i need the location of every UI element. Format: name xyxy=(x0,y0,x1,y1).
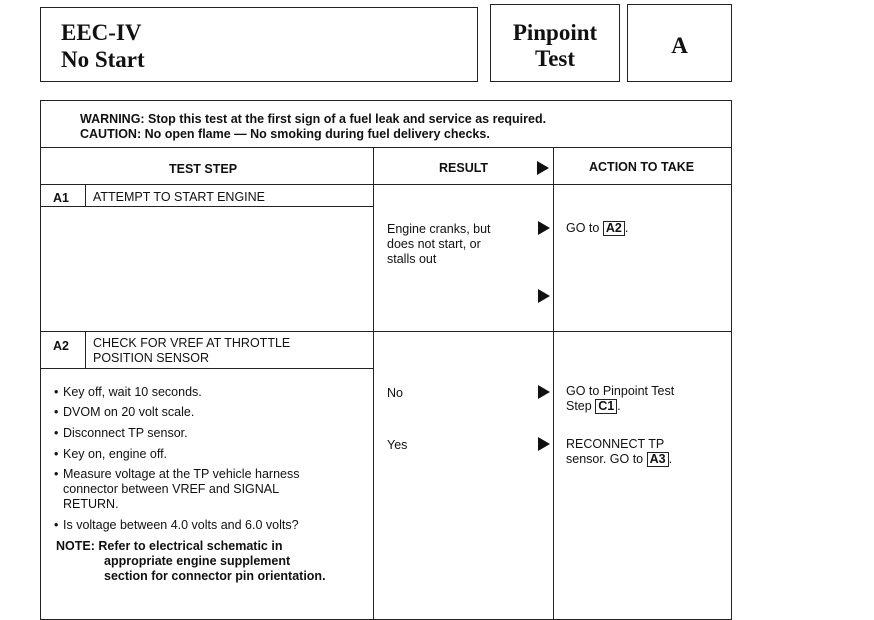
step-title: CHECK FOR VREF AT THROTTLE POSITION SENSOR xyxy=(93,336,291,365)
step-reference[interactable]: C1 xyxy=(595,399,617,414)
step-id: A2 xyxy=(53,339,69,353)
test-letter: A xyxy=(671,33,688,58)
list-item: • Key on, engine off. xyxy=(54,447,168,461)
action-text: GO to A2 . xyxy=(566,221,629,235)
result-text: Engine cranks, but does not start, or stalls out xyxy=(387,222,491,266)
column-header-test-step: TEST STEP xyxy=(169,162,238,176)
arrow-icon xyxy=(538,289,550,303)
action-yes-text: RECONNECT TP sensor. GO to A3 . xyxy=(566,437,673,466)
divider xyxy=(41,368,373,369)
column-header-result: RESULT xyxy=(439,161,489,175)
warning-text xyxy=(80,112,546,142)
action-no-text: GO to Pinpoint Test Step C1 . xyxy=(566,384,675,413)
test-table xyxy=(40,100,732,620)
title-line1: EEC-IV xyxy=(61,20,142,45)
arrow-icon xyxy=(538,385,550,399)
arrow-icon xyxy=(537,161,549,175)
pinpoint-line1: Pinpoint xyxy=(512,20,598,45)
column-header-action: ACTION TO TAKE xyxy=(589,160,695,174)
list-item: • DVOM on 20 volt scale. xyxy=(54,405,195,419)
list-item: • Is voltage between 4.0 volts and 6.0 volts? xyxy=(54,518,299,532)
warning-line: WARNING: Stop this test at the first sign of a fuel leak and service as required. xyxy=(80,112,547,126)
pinpoint-line2: Test xyxy=(534,46,576,71)
title-box xyxy=(40,7,478,82)
list-item: • Disconnect TP sensor. xyxy=(54,426,188,440)
divider xyxy=(85,184,86,206)
title-line2: No Start xyxy=(61,47,145,72)
test-letter-box xyxy=(627,4,732,82)
divider xyxy=(373,147,374,619)
result-no: No xyxy=(387,386,403,400)
list-item: • Measure voltage at the TP vehicle harness connector between VREF and SIGNAL RETURN. xyxy=(54,467,300,511)
divider xyxy=(553,147,554,619)
step-title: ATTEMPT TO START ENGINE xyxy=(93,190,266,204)
divider xyxy=(85,331,86,368)
pinpoint-test-box xyxy=(490,4,620,82)
result-yes: Yes xyxy=(387,438,408,452)
step-id: A1 xyxy=(53,191,69,205)
list-item: • Key off, wait 10 seconds. xyxy=(54,385,202,399)
divider xyxy=(41,147,731,148)
arrow-icon xyxy=(538,221,550,235)
arrow-icon xyxy=(538,437,550,451)
step-reference[interactable]: A2 xyxy=(603,221,625,236)
divider xyxy=(41,331,731,332)
caution-line: CAUTION: No open flame — No smoking during fuel delivery checks. xyxy=(80,127,490,141)
divider xyxy=(41,206,373,207)
divider xyxy=(41,184,731,185)
step-reference[interactable]: A3 xyxy=(647,452,669,467)
note-text: NOTE: Refer to electrical schematic in appropriate engine supplement section for connector pin orientation. xyxy=(56,539,326,583)
